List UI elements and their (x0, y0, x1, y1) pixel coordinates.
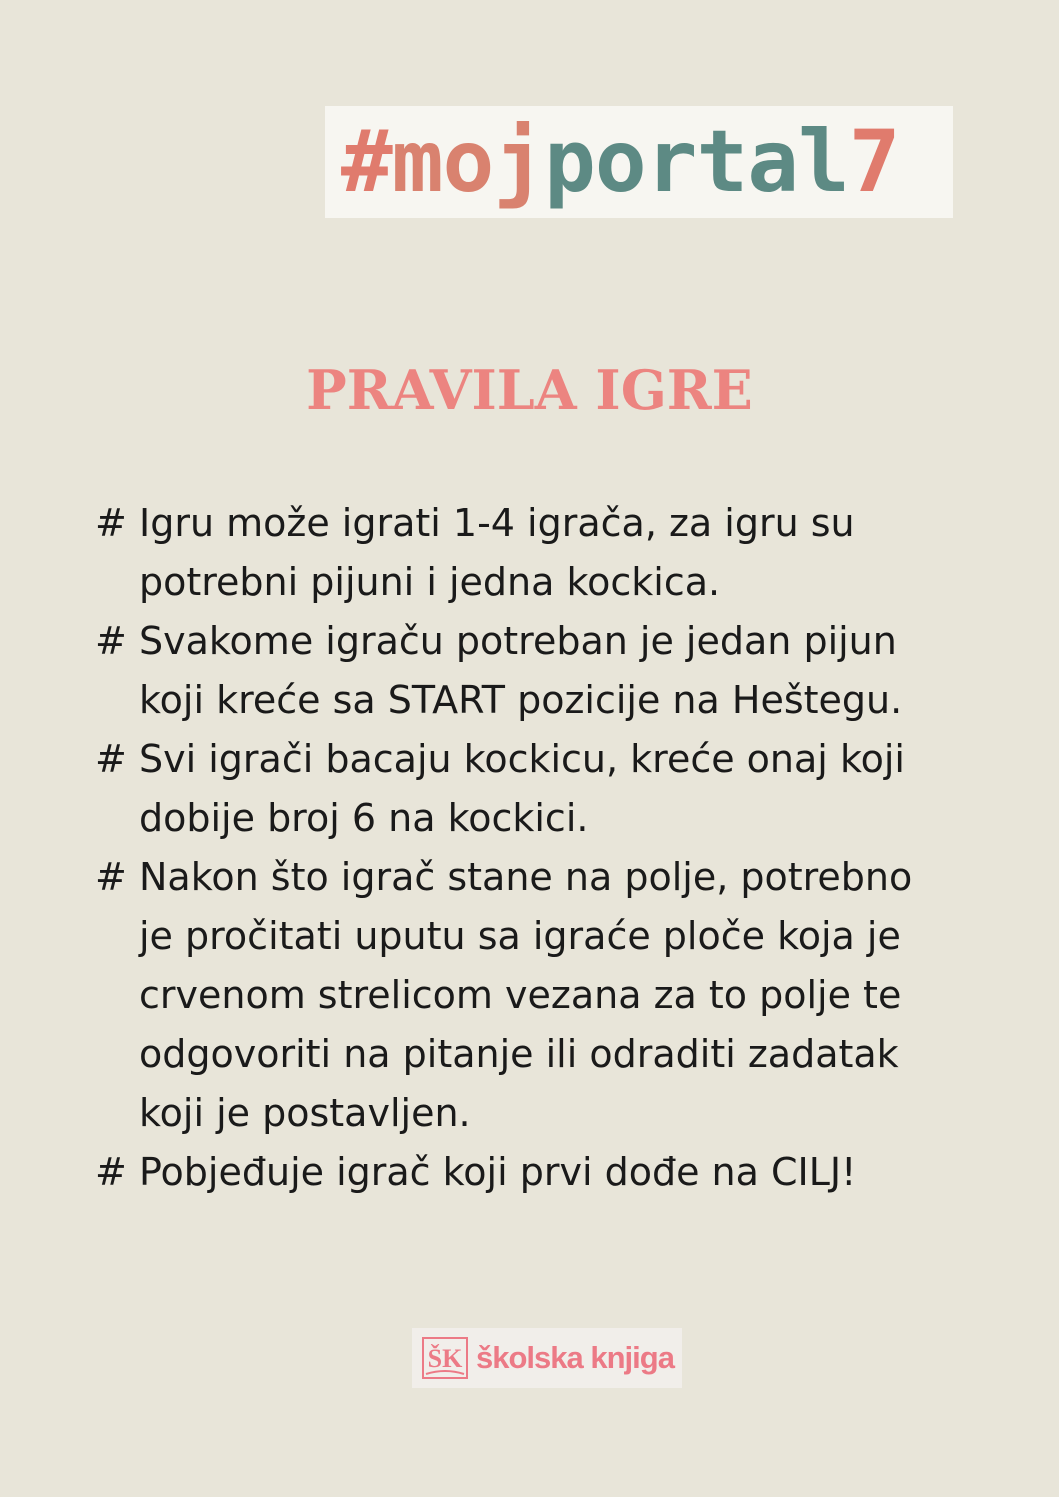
publisher-logo (412, 1328, 682, 1388)
logo-number: 7 (848, 112, 900, 212)
rule-text (139, 494, 995, 612)
logo-portal: portal (544, 112, 849, 212)
rule-marker: # (95, 855, 127, 899)
logo-hash: # (341, 112, 392, 212)
rule-line: koji je postavljen. (139, 1091, 471, 1135)
rule-item (95, 612, 995, 730)
rule-line: odgovoriti na pitanje ili odraditi zadatak (139, 1032, 899, 1076)
logo-text (341, 112, 900, 212)
rule-line: Igru može igrati 1-4 igrača, za igru su (139, 501, 855, 545)
rule-marker: # (95, 619, 127, 663)
rule-line: Svi igrači bacaju kockicu, kreće onaj koji (139, 737, 905, 781)
rule-marker: # (95, 501, 127, 545)
rule-text (139, 612, 995, 730)
rule-line: koji kreće sa START pozicije na Heštegu. (139, 678, 903, 722)
rule-line: potrebni pijuni i jedna kockica. (139, 560, 721, 604)
rule-item (95, 494, 995, 612)
rule-marker: # (95, 737, 127, 781)
rule-text (139, 1143, 995, 1202)
rule-line: je pročitati uputu sa igraće ploče koja je (139, 914, 901, 958)
rule-item (95, 730, 995, 848)
rule-line: Svakome igraču potreban je jedan pijun (139, 619, 897, 663)
rule-text (139, 848, 995, 1143)
mojportal-logo (325, 106, 953, 218)
rule-marker: # (95, 1150, 127, 1194)
page-title: PRAVILA IGRE (306, 358, 753, 422)
logo-moj: moj (391, 112, 545, 212)
rule-item (95, 1143, 995, 1202)
book-icon (422, 1336, 468, 1380)
rule-item (95, 848, 995, 1143)
rule-line: Nakon što igrač stane na polje, potrebno (139, 855, 913, 899)
publisher-name: školska knjiga (476, 1340, 674, 1375)
rule-line: Pobjeđuje igrač koji prvi dođe na CILJ! (139, 1150, 857, 1194)
rule-line: dobije broj 6 na kockici. (139, 796, 589, 840)
publisher-mark: ŠK (427, 1344, 463, 1373)
rules-list (95, 494, 995, 1202)
rule-line: crvenom strelicom vezana za to polje te (139, 973, 902, 1017)
rule-text (139, 730, 995, 848)
